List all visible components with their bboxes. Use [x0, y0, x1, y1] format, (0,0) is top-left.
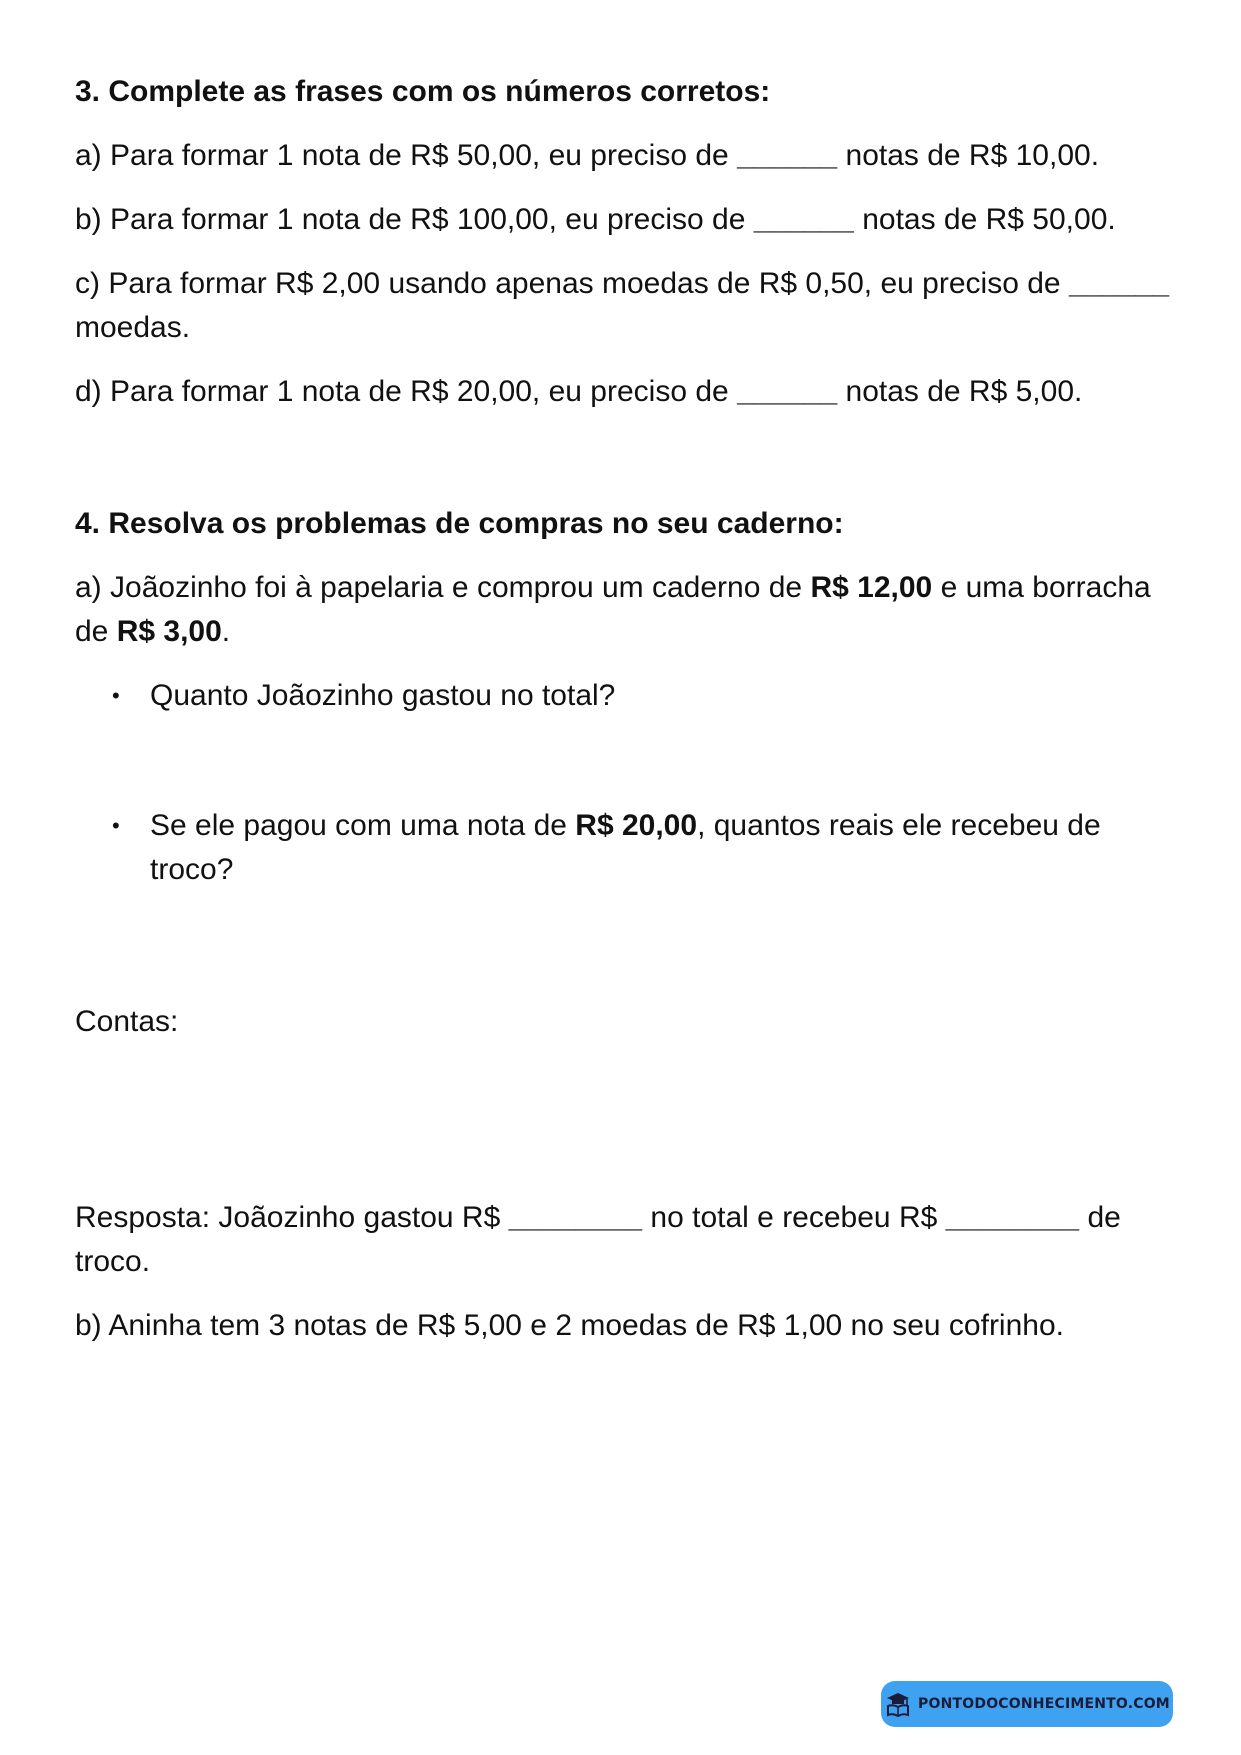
graduation-book-icon: [884, 1690, 912, 1718]
list-item: • Quanto Joãozinho gastou no total?: [75, 674, 1170, 718]
answer-sentence: Resposta: Joãozinho gastou R$ ________ no total e recebeu R$ ________ de troco.: [75, 1201, 1121, 1278]
question-4a-subquestions: [75, 674, 1170, 892]
answer-blank: ________: [945, 1201, 1080, 1234]
site-badge[interactable]: [881, 1681, 1173, 1727]
question-4a: a) Joãozinho foi à papelaria e comprou um caderno de R$ 12,00 e uma borracha de R$ 3,00.: [75, 571, 1151, 648]
answer-blank: ______: [1068, 267, 1170, 300]
list-item: • Se ele pagou com uma nota de R$ 20,00, quantos reais ele recebeu de troco?: [75, 804, 1170, 892]
answer-blank: ________: [508, 1201, 643, 1234]
answer-blank: ______: [753, 203, 854, 236]
question-3c: c) Para formar R$ 2,00 usando apenas moedas de R$ 0,50, eu preciso de ______ moedas.: [75, 267, 1170, 344]
question-3a: a) Para formar 1 nota de R$ 50,00, eu preciso de ______ notas de R$ 10,00.: [75, 139, 1100, 172]
answer-blank: ______: [737, 375, 838, 408]
question-3d: d) Para formar 1 nota de R$ 20,00, eu preciso de ______ notas de R$ 5,00.: [75, 375, 1083, 408]
price-eraser: R$ 3,00: [116, 615, 222, 648]
worksheet-page: [75, 70, 1170, 1368]
site-badge-label: PONTODOCONHECIMENTO.COM: [918, 1696, 1170, 1712]
question-3b: b) Para formar 1 nota de R$ 100,00, eu preciso de ______ notas de R$ 50,00.: [75, 203, 1116, 236]
question-3-heading: 3. Complete as frases com os números corretos:: [75, 75, 771, 108]
payment-amount: R$ 20,00: [575, 809, 698, 842]
bullet-icon: •: [112, 683, 120, 708]
question-4-heading: 4. Resolva os problemas de compras no seu caderno:: [75, 507, 844, 540]
question-4b: b) Aninha tem 3 notas de R$ 5,00 e 2 moedas de R$ 1,00 no seu cofrinho.: [75, 1309, 1064, 1342]
answer-blank: ______: [737, 139, 838, 172]
bullet-icon: •: [112, 813, 120, 838]
price-notebook: R$ 12,00: [810, 571, 933, 604]
section-spacer: [75, 434, 1170, 502]
calculations-label: Contas:: [75, 1005, 179, 1038]
